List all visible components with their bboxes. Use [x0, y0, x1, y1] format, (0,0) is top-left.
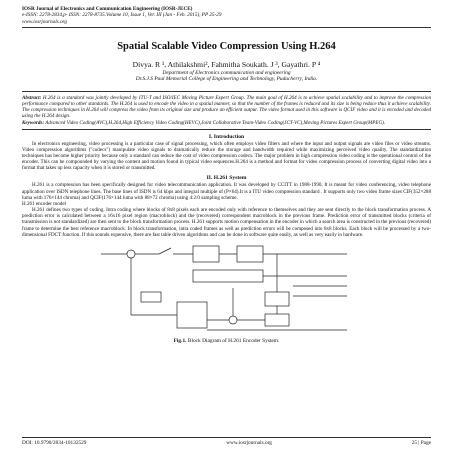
figure-caption-text: Block Diagram of H.261 Encoder System.: [187, 337, 280, 344]
introduction-paragraph: In electronics engineering, video processing is a particular case of signal processing, which often employs video filters and where the input and output signals are video files or video streams. Video compression algorithms ("codecs") manipulate video signals to dramatically reduce the storage and bandwidth required while maximizing perceived video quality. The standardization techniques has become higher priority because only a standard can reduce the cost of video compression codecs. The major problem in high compression video coding is the operational control of the encoder. This can be compounded by varying the content and motion found in typical video sequences.H.264 is a method and format for video compression process of converting digital video into a format that takes up less capacity when it is stored or transmitted.: [22, 140, 431, 172]
abstract-text: H.264 is a standard was jointly developed by ITU-T and ISO/IEC Moving Picture Expert Group. The main goal of H.264 is to achieve spatial scalability and to improve the compression performance compared to other standards. The H.264 is used to encode the video in a spatial manner, so that the number of the frames is reduced and its size is being reduce thus it achieve scalability. The compression techniques in H.264 will compress the video from its original size and produce an efficient output. The video format used in this software is QCIF video and it is encoded and decoded using the H.264 design.: [22, 94, 431, 120]
section-heading-introduction: I. Introduction: [208, 133, 245, 140]
coding-control-block: [193, 270, 263, 282]
dct-block: [193, 246, 219, 262]
block-diagram-svg: [97, 242, 357, 337]
switch-arm: [159, 248, 171, 254]
paper-title: Spatial Scalable Video Compression Using H.264: [117, 40, 336, 52]
affiliation-college: Dr.S.J.S Paul Memorial College of Engineering and Technology, Puducherry, India.: [135, 76, 318, 83]
abstract-block: [22, 91, 431, 130]
inverse-quant-block: [265, 292, 289, 306]
journal-header: [22, 6, 431, 25]
paper-page: [22, 6, 431, 344]
abstract-top-rule: [22, 91, 431, 92]
h261-paragraph-2: H.261 defines two types of coding. Intra coding where blocks of 8x8 pixels each are encoded only with reference to themselves and they are sent directly to the block transformation process. A prediction error is calculated between a 16x16 pixel region (macroblock) and the (recovered) correspondent macroblock in the previous frame. Prediction error of transmitted blocks (criteria of transmission is not standardized) are then sent to the block transformation process. H.261 supports motion compensation in the encoder in which a search area is constructed in the previous (recovered) frame to determine the best reference macroblock. In block transformation, intra coded frames as well as prediction errors will be composed into 8x8 blocks. Each block will be processed by a two-dimensional FDCT function. If this sounds expensive, there are fast table driven algorithms and can be done in software quite easily, as well as very easily in hardware.: [22, 207, 431, 238]
journal-url[interactable]: www.iosrjournals.org: [22, 18, 67, 25]
idct-block: [265, 314, 289, 326]
footer-site[interactable]: www.iosrjournals.org: [226, 440, 272, 446]
abstract-label: Abstract:: [22, 94, 42, 101]
author-list: Divya. R ¹, Athilakshmi², Fahmitha Soukath. J ³, Gayathri. P ⁴: [132, 59, 321, 69]
frame-memory-block: [177, 302, 207, 328]
footer-page-number: 25 | Page: [411, 440, 431, 446]
h261-paragraph-1: H.261 is a compression has been specifically designed for video telecommunication application. It was developed by CCITT in 1988-1990. It is meant for video conferencing, video telephone application over ISDN telephone lines. The base lines of ISDN is 64 kbps and integral multiple of (P×64).It is a ITU video compression standard . It supports only two video frame sizes CIF(352×288 luma with 176×144 chroma) and QCIF(176×144 luma with 88×72 chroma) using 4:2:0 sampling scheme.: [22, 182, 431, 201]
keywords-text: Advanced Video Coding(AVC),H.264,High Efficiency Video Coding(HEVC),Joint Collaborative Team-Video Coding(JCT-VC),Moving Pictures Expert Group(MPEG).: [45, 119, 386, 126]
journal-issn: e-ISSN: 2278-2834,p- ISSN: 2278-8735.Volume 10, Issue 1, Ver. III (Jan - Feb. 2015), PP 25-29: [22, 12, 222, 19]
abstract-bottom-rule: [22, 129, 431, 130]
figure-caption: [22, 338, 431, 344]
subtractor-node: [127, 250, 135, 258]
section-heading-h261: II. H.261 System: [206, 175, 247, 182]
page-footer: [22, 437, 431, 446]
journal-name: IOSR Journal of Electronics and Communication Engineering (IOSR-JECE): [22, 6, 193, 12]
h261-encoder-model-label: H.261 encoder model: [22, 200, 66, 207]
keywords-label: Keywords:: [22, 119, 45, 126]
encoder-block-diagram: [97, 242, 357, 337]
quantizer-block: [237, 246, 263, 262]
figure-label: Fig.1.: [173, 337, 187, 344]
affiliation: [22, 70, 431, 83]
adder-node: [229, 316, 237, 324]
footer-doi[interactable]: DOI: 10.9790/2834-10132529: [22, 440, 87, 446]
loop-filter-block: [141, 292, 161, 302]
affiliation-dept: Department of Electronics communication and engineering: [162, 69, 291, 76]
header-rule: [22, 27, 431, 28]
